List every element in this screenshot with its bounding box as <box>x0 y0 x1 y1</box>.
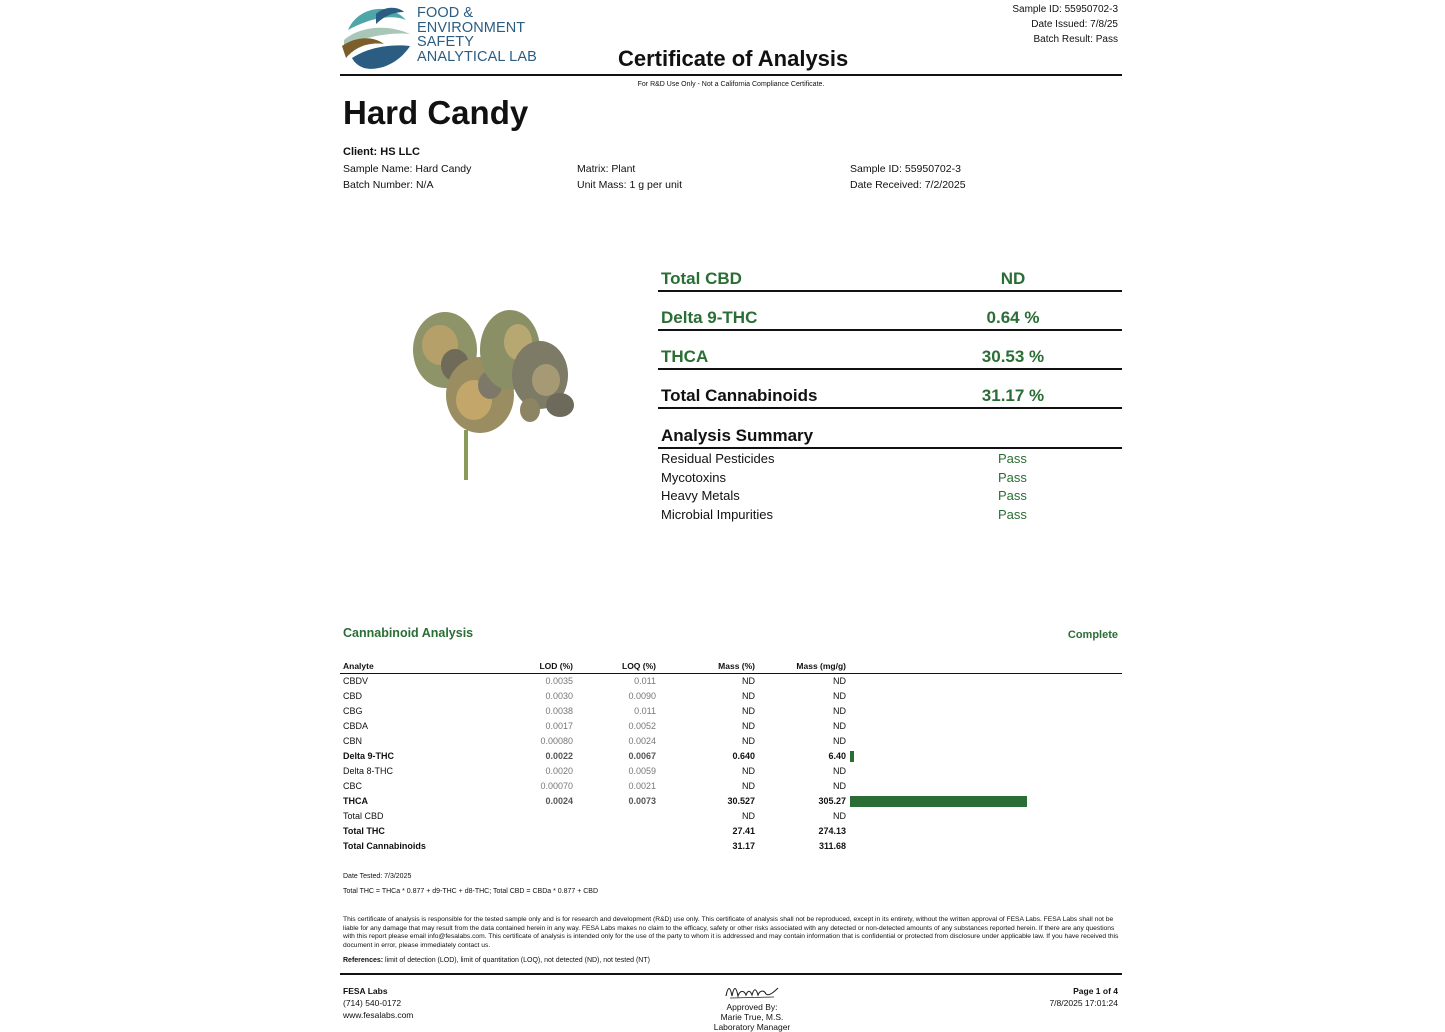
lod-value: 0.00080 <box>540 736 573 746</box>
analyte-name: Delta 9-THC <box>343 751 395 761</box>
analysis-summary-header <box>658 409 1122 449</box>
footer-divider <box>340 973 1122 975</box>
table-row <box>340 809 1122 824</box>
mass-pct-value: ND <box>742 721 755 731</box>
sample-name: Sample Name: Hard Candy <box>343 163 472 175</box>
analysis-row <box>658 505 1122 524</box>
mass-pct-value: ND <box>742 676 755 686</box>
lod-value: 0.0017 <box>545 721 573 731</box>
unit-mass: Unit Mass: 1 g per unit <box>577 179 683 191</box>
mass-mg-value: ND <box>833 736 846 746</box>
report-meta <box>1012 2 1118 47</box>
loq-value: 0.011 <box>634 706 656 716</box>
lod-value: 0.0035 <box>545 676 573 686</box>
summary-row-delta9 <box>658 292 1122 331</box>
info-column-3 <box>850 161 966 193</box>
cannabinoid-analysis-status: Complete <box>1067 629 1118 641</box>
references <box>343 957 650 964</box>
batch-number: Batch Number: N/A <box>343 179 434 191</box>
lod-value: 0.0030 <box>545 691 573 701</box>
analyte-name: Total THC <box>343 826 385 836</box>
table-row <box>340 839 1122 854</box>
analyte-name: CBN <box>343 736 363 746</box>
table-row <box>340 734 1122 749</box>
mass-bar <box>850 751 854 762</box>
mass-pct-value: ND <box>742 736 755 746</box>
mass-pct-value: ND <box>742 706 755 716</box>
loq-value: 0.0090 <box>628 691 656 701</box>
approver-title: Laboratory Manager <box>713 1022 791 1032</box>
analysis-result: Pass <box>998 488 1027 504</box>
references-text: limit of detection (LOD), limit of quantitation (LOQ), not detected (ND), not tested (NT) <box>383 957 650 964</box>
table-row <box>340 794 1122 809</box>
lab-logo-icon <box>340 0 412 72</box>
cannabinoid-table-header <box>340 660 1122 674</box>
header-loq: LOQ (%) <box>622 661 656 671</box>
analysis-label: Residual Pesticides <box>661 451 775 466</box>
table-row <box>340 704 1122 719</box>
mass-mg-value: ND <box>833 691 846 701</box>
summary-row-thca <box>658 331 1122 370</box>
approved-by-label: Approved By: <box>726 1002 778 1012</box>
analysis-result: Pass <box>998 469 1027 485</box>
product-photo <box>370 280 610 490</box>
loq-value: 0.0052 <box>628 721 656 731</box>
loq-value: 0.011 <box>634 676 656 686</box>
summary-value: 31.17 % <box>981 386 1045 405</box>
footer-approval <box>652 982 852 1032</box>
lab-name-line: ANALYTICAL LAB <box>417 48 537 65</box>
summary-row-total-cannabinoids <box>658 370 1122 409</box>
date-received: Date Received: 7/2/2025 <box>850 179 966 191</box>
signature-icon <box>722 982 782 1000</box>
footer-lab-name: FESA Labs <box>343 986 388 996</box>
mass-mg-value: ND <box>833 706 846 716</box>
mass-mg-value: ND <box>833 721 846 731</box>
footer-website: www.fesalabs.com <box>343 1010 414 1020</box>
footer-page-info <box>1049 985 1118 1009</box>
date-tested: Date Tested: 7/3/2025 <box>343 873 412 880</box>
table-row <box>340 674 1122 689</box>
mass-mg-value: 6.40 <box>828 751 846 761</box>
mass-bar <box>850 796 1027 807</box>
loq-value: 0.0059 <box>628 766 656 776</box>
meta-sample-id: Sample ID: 55950702-3 <box>1012 4 1118 15</box>
sample-id: Sample ID: 55950702-3 <box>850 163 961 175</box>
header-analyte: Analyte <box>343 661 374 671</box>
compliance-note: For R&D Use Only - Not a California Compliance Certificate. <box>637 81 825 88</box>
table-row <box>340 764 1122 779</box>
table-row <box>340 689 1122 704</box>
analysis-row <box>658 449 1122 468</box>
signature <box>652 982 852 1000</box>
mass-mg-value: ND <box>833 766 846 776</box>
info-column-1 <box>343 161 471 193</box>
mass-pct-value: 30.527 <box>727 796 755 806</box>
lod-value: 0.00070 <box>540 781 573 791</box>
header-mass-mg: Mass (mg/g) <box>796 661 846 671</box>
analysis-label: Heavy Metals <box>661 488 740 504</box>
header-lod: LOD (%) <box>539 661 573 671</box>
summary-row-total-cbd <box>658 262 1122 292</box>
analyte-name: Delta 8-THC <box>343 766 394 776</box>
mass-mg-value: ND <box>833 781 846 791</box>
analyte-name: THCA <box>343 796 368 806</box>
footer-phone: (714) 540-0172 <box>343 998 402 1008</box>
lod-value: 0.0020 <box>545 766 573 776</box>
table-row <box>340 824 1122 839</box>
table-row <box>340 749 1122 764</box>
analyte-name: Total CBD <box>343 811 384 821</box>
meta-batch-result: Batch Result: Pass <box>1033 34 1118 45</box>
references-label: References: <box>343 957 384 964</box>
mass-mg-value: 274.13 <box>818 826 846 836</box>
sample-title: Hard Candy <box>343 94 529 131</box>
analysis-label: Microbial Impurities <box>661 506 773 522</box>
loq-value: 0.0067 <box>628 751 656 761</box>
lab-name-line: FOOD & <box>417 5 474 21</box>
cannabinoid-analysis-title: Cannabinoid Analysis <box>343 626 474 640</box>
header-mass-pct: Mass (%) <box>718 661 755 671</box>
analysis-summary-title: Analysis Summary <box>661 426 814 445</box>
document-title: Certificate of Analysis <box>618 46 849 71</box>
mass-mg-value: 311.68 <box>818 841 846 851</box>
report-timestamp: 7/8/2025 17:01:24 <box>1049 998 1118 1008</box>
analysis-result: Pass <box>998 506 1027 522</box>
mass-pct-value: ND <box>742 811 755 821</box>
lod-value: 0.0022 <box>545 751 573 761</box>
potency-summary <box>658 262 1122 523</box>
lab-name-line: ENVIRONMENT <box>417 19 526 36</box>
page-number: Page 1 of 4 <box>1073 986 1118 996</box>
analyte-name: CBG <box>343 706 363 716</box>
lod-value: 0.0038 <box>545 706 573 716</box>
analysis-row <box>658 468 1122 487</box>
mass-mg-value: ND <box>833 811 846 821</box>
analyte-name: CBDA <box>343 721 369 731</box>
analyte-name: Total Cannabinoids <box>343 841 426 851</box>
disclaimer: This certificate of analysis is responsible for the tested sample only and is for research and development (R&D) use only. This certificate of analysis shall not be reproduced, except in its entirety, without the written approval of FESA Labs. FESA Labs shall not be liable for any damage that may result from the data contained herein in any way. FESA Labs makes no claim to the efficacy, safety or other risks associated with any detected or non-detected amounts of any substances reported herein. If there are any questions with this report please email info@fesalabs.com. This certificate of analysis is intended only for the use of the party to whom it is addressed and may contain information that is confidential or protected from disclosure under applicable law. If you have received this document in error, please immediately contact us. <box>343 916 1119 949</box>
lab-logo <box>340 0 540 72</box>
lab-name-line: SAFETY <box>417 34 474 50</box>
info-column-2 <box>577 161 682 193</box>
lod-value: 0.0024 <box>545 796 573 806</box>
header-divider <box>340 74 1122 76</box>
summary-value: ND <box>1000 269 1026 288</box>
footer-lab-contact <box>343 985 413 1021</box>
mass-pct-value: ND <box>742 766 755 776</box>
analyte-name: CBC <box>343 781 363 791</box>
mass-pct-value: 27.41 <box>732 826 755 836</box>
client-name: Client: HS LLC <box>343 146 420 158</box>
summary-label: Delta 9-THC <box>661 308 758 327</box>
analyte-name: CBDV <box>343 676 369 686</box>
lab-name <box>417 6 537 64</box>
loq-value: 0.0073 <box>628 796 656 806</box>
analysis-result: Pass <box>998 451 1027 466</box>
analyte-name: CBD <box>343 691 363 701</box>
mass-mg-value: 305.27 <box>818 796 846 806</box>
matrix: Matrix: Plant <box>577 163 636 175</box>
table-row <box>340 779 1122 794</box>
meta-date-issued: Date Issued: 7/8/25 <box>1031 19 1118 30</box>
approver-name: Marie True, M.S. <box>720 1012 784 1022</box>
summary-value: 30.53 % <box>981 347 1045 366</box>
summary-label: Total Cannabinoids <box>661 386 818 405</box>
mass-pct-value: ND <box>742 781 755 791</box>
loq-value: 0.0024 <box>628 736 656 746</box>
summary-label: Total CBD <box>661 269 742 288</box>
cannabinoid-table-body <box>340 674 1122 854</box>
mass-pct-value: ND <box>742 691 755 701</box>
analysis-label: Mycotoxins <box>661 469 727 485</box>
summary-value: 0.64 % <box>986 308 1040 327</box>
mass-pct-value: 0.640 <box>732 751 755 761</box>
analysis-row <box>658 486 1122 505</box>
summary-label: THCA <box>661 347 709 366</box>
mass-pct-value: 31.17 <box>732 841 755 851</box>
mass-mg-value: ND <box>833 676 846 686</box>
calculation-formula: Total THC = THCa * 0.877 + d9-THC + d8-THC; Total CBD = CBDa * 0.877 + CBD <box>343 888 599 895</box>
certificate-page <box>340 0 1122 1032</box>
loq-value: 0.0021 <box>628 781 656 791</box>
table-row <box>340 719 1122 734</box>
